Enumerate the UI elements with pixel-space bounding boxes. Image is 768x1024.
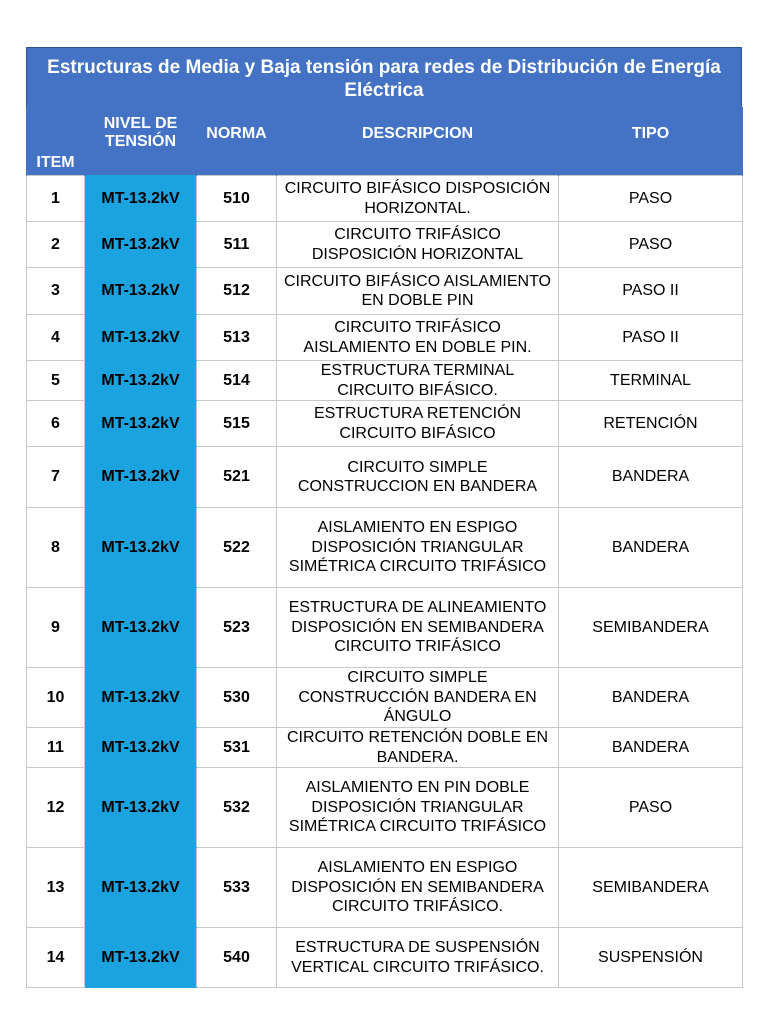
cell-nivel: MT-13.2kV bbox=[85, 508, 197, 588]
cell-tipo: SUSPENSIÓN bbox=[559, 928, 743, 988]
cell-item: 13 bbox=[27, 848, 85, 928]
table-row bbox=[27, 668, 743, 728]
table-row bbox=[27, 508, 743, 588]
cell-norma: 530 bbox=[197, 668, 277, 728]
cell-nivel: MT-13.2kV bbox=[85, 768, 197, 848]
cell-descripcion: CIRCUITO RETENCIÓN DOBLE EN BANDERA. bbox=[277, 728, 559, 768]
cell-nivel: MT-13.2kV bbox=[85, 176, 197, 222]
table-row bbox=[27, 315, 743, 361]
header-tipo: TIPO bbox=[559, 107, 743, 176]
cell-norma: 533 bbox=[197, 848, 277, 928]
cell-tipo: TERMINAL bbox=[559, 361, 743, 401]
cell-nivel: MT-13.2kV bbox=[85, 588, 197, 668]
cell-nivel: MT-13.2kV bbox=[85, 361, 197, 401]
cell-item: 1 bbox=[27, 176, 85, 222]
cell-nivel: MT-13.2kV bbox=[85, 668, 197, 728]
structures-table bbox=[26, 107, 743, 988]
cell-nivel: MT-13.2kV bbox=[85, 728, 197, 768]
cell-norma: 522 bbox=[197, 508, 277, 588]
cell-descripcion: ESTRUCTURA RETENCIÓN CIRCUITO BIFÁSICO bbox=[277, 401, 559, 447]
cell-nivel: MT-13.2kV bbox=[85, 447, 197, 508]
cell-descripcion: CIRCUITO TRIFÁSICO DISPOSICIÓN HORIZONTAL bbox=[277, 222, 559, 268]
table-row bbox=[27, 268, 743, 315]
cell-tipo: PASO II bbox=[559, 315, 743, 361]
structures-sheet bbox=[26, 47, 742, 988]
cell-tipo: BANDERA bbox=[559, 508, 743, 588]
cell-descripcion: CIRCUITO SIMPLE CONSTRUCCION EN BANDERA bbox=[277, 447, 559, 508]
cell-tipo: BANDERA bbox=[559, 447, 743, 508]
cell-descripcion: ESTRUCTURA DE ALINEAMIENTO DISPOSICIÓN EN SEMIBANDERA CIRCUITO TRIFÁSICO bbox=[277, 588, 559, 668]
cell-norma: 512 bbox=[197, 268, 277, 315]
table-row bbox=[27, 768, 743, 848]
cell-nivel: MT-13.2kV bbox=[85, 315, 197, 361]
cell-descripcion: AISLAMIENTO EN ESPIGO DISPOSICIÓN TRIANGULAR SIMÉTRICA CIRCUITO TRIFÁSICO bbox=[277, 508, 559, 588]
cell-norma: 523 bbox=[197, 588, 277, 668]
cell-tipo: BANDERA bbox=[559, 668, 743, 728]
cell-norma: 540 bbox=[197, 928, 277, 988]
table-row bbox=[27, 401, 743, 447]
cell-norma: 510 bbox=[197, 176, 277, 222]
cell-tipo: RETENCIÓN bbox=[559, 401, 743, 447]
table-row bbox=[27, 361, 743, 401]
cell-item: 8 bbox=[27, 508, 85, 588]
cell-descripcion: CIRCUITO SIMPLE CONSTRUCCIÓN BANDERA EN ÁNGULO bbox=[277, 668, 559, 728]
cell-nivel: MT-13.2kV bbox=[85, 928, 197, 988]
cell-tipo: PASO bbox=[559, 768, 743, 848]
cell-nivel: MT-13.2kV bbox=[85, 848, 197, 928]
table-row bbox=[27, 588, 743, 668]
header-item: ITEM bbox=[27, 107, 85, 176]
cell-descripcion: ESTRUCTURA DE SUSPENSIÓN VERTICAL CIRCUITO TRIFÁSICO. bbox=[277, 928, 559, 988]
cell-tipo: PASO bbox=[559, 222, 743, 268]
cell-tipo: BANDERA bbox=[559, 728, 743, 768]
cell-tipo: PASO II bbox=[559, 268, 743, 315]
cell-norma: 532 bbox=[197, 768, 277, 848]
cell-descripcion: CIRCUITO BIFÁSICO DISPOSICIÓN HORIZONTAL. bbox=[277, 176, 559, 222]
header-descripcion: DESCRIPCION bbox=[277, 107, 559, 176]
cell-nivel: MT-13.2kV bbox=[85, 222, 197, 268]
cell-item: 5 bbox=[27, 361, 85, 401]
cell-item: 11 bbox=[27, 728, 85, 768]
table-row bbox=[27, 222, 743, 268]
header-norma: NORMA bbox=[197, 107, 277, 176]
cell-item: 3 bbox=[27, 268, 85, 315]
cell-item: 9 bbox=[27, 588, 85, 668]
cell-tipo: SEMIBANDERA bbox=[559, 848, 743, 928]
cell-norma: 515 bbox=[197, 401, 277, 447]
table-row bbox=[27, 848, 743, 928]
table-row bbox=[27, 447, 743, 508]
cell-norma: 513 bbox=[197, 315, 277, 361]
cell-item: 7 bbox=[27, 447, 85, 508]
cell-descripcion: CIRCUITO BIFÁSICO AISLAMIENTO EN DOBLE PIN bbox=[277, 268, 559, 315]
header-nivel: NIVEL DE TENSIÓN bbox=[85, 107, 197, 176]
sheet-title: Estructuras de Media y Baja tensión para redes de Distribución de Energía Eléctrica bbox=[26, 47, 742, 107]
cell-nivel: MT-13.2kV bbox=[85, 401, 197, 447]
cell-descripcion: ESTRUCTURA TERMINAL CIRCUITO BIFÁSICO. bbox=[277, 361, 559, 401]
cell-item: 14 bbox=[27, 928, 85, 988]
cell-item: 2 bbox=[27, 222, 85, 268]
cell-descripcion: AISLAMIENTO EN ESPIGO DISPOSICIÓN EN SEMIBANDERA CIRCUITO TRIFÁSICO. bbox=[277, 848, 559, 928]
table-row bbox=[27, 728, 743, 768]
table-row bbox=[27, 928, 743, 988]
header-row bbox=[27, 107, 743, 176]
cell-descripcion: CIRCUITO TRIFÁSICO AISLAMIENTO EN DOBLE PIN. bbox=[277, 315, 559, 361]
cell-norma: 511 bbox=[197, 222, 277, 268]
cell-norma: 514 bbox=[197, 361, 277, 401]
cell-descripcion: AISLAMIENTO EN PIN DOBLE DISPOSICIÓN TRIANGULAR SIMÉTRICA CIRCUITO TRIFÁSICO bbox=[277, 768, 559, 848]
cell-item: 12 bbox=[27, 768, 85, 848]
cell-item: 6 bbox=[27, 401, 85, 447]
cell-tipo: SEMIBANDERA bbox=[559, 588, 743, 668]
cell-item: 10 bbox=[27, 668, 85, 728]
cell-tipo: PASO bbox=[559, 176, 743, 222]
cell-nivel: MT-13.2kV bbox=[85, 268, 197, 315]
cell-norma: 521 bbox=[197, 447, 277, 508]
cell-item: 4 bbox=[27, 315, 85, 361]
table-row bbox=[27, 176, 743, 222]
cell-norma: 531 bbox=[197, 728, 277, 768]
